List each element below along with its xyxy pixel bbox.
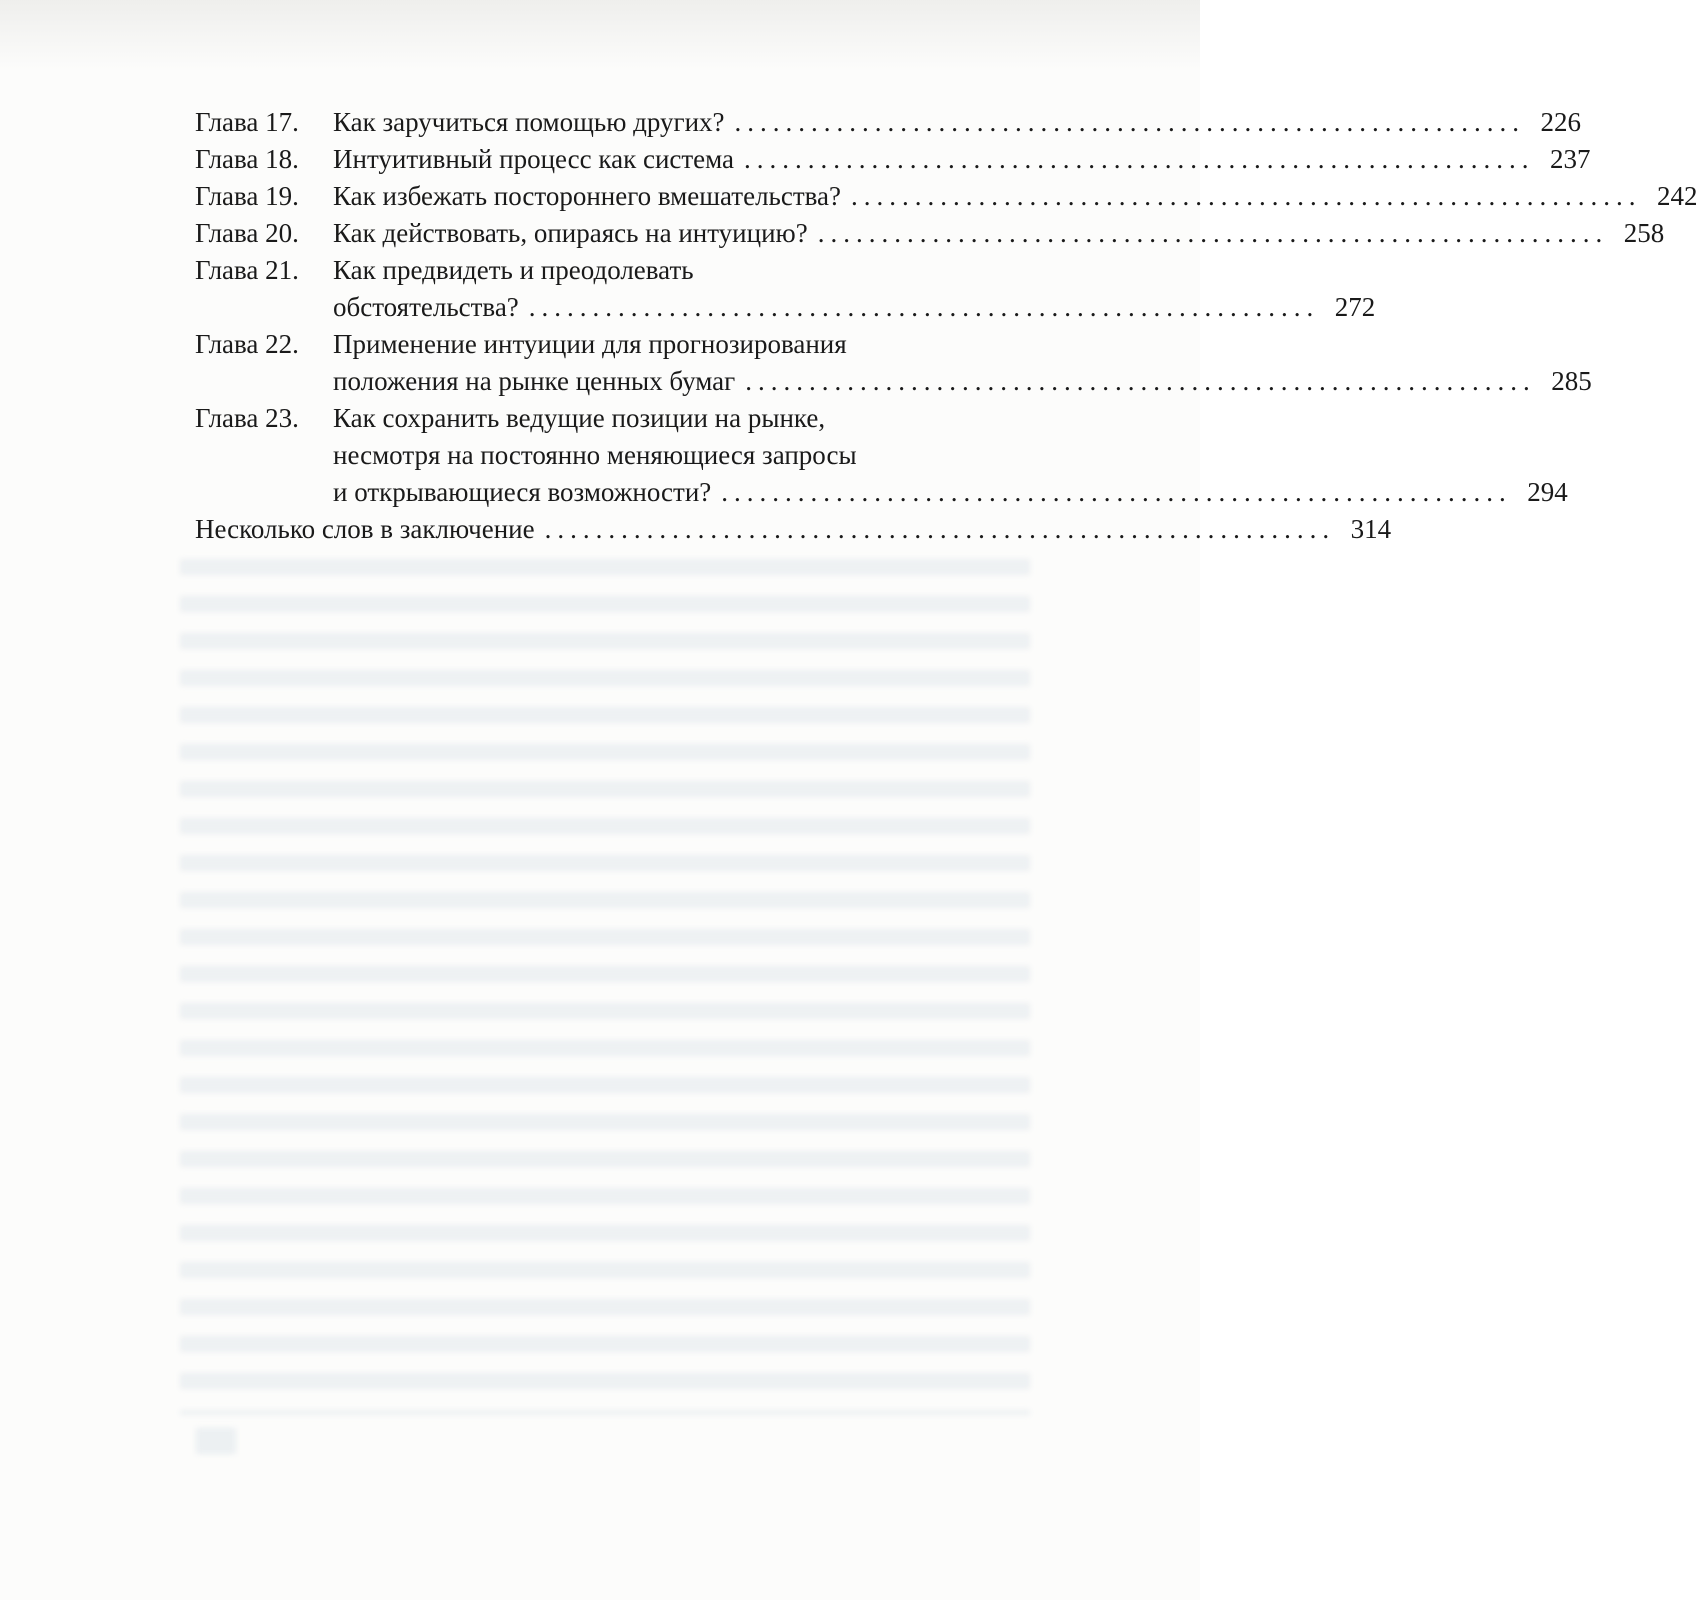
- page-number: 226: [1540, 107, 1582, 137]
- chapter-number: Глава 20.: [195, 218, 299, 248]
- chapter-title: Интуитивный процесс как система: [333, 144, 735, 174]
- page-number: 285: [1551, 366, 1592, 396]
- chapter-number: Глава 22.: [195, 329, 299, 359]
- chapter-number: Глава 17.: [195, 107, 299, 137]
- toc-entry-chapter-22[interactable]: [195, 326, 1592, 400]
- dot-leader: ..............................................................: [817, 218, 1609, 248]
- page-number: 272: [1334, 292, 1376, 322]
- toc-entry-chapter-18[interactable]: [195, 141, 1591, 178]
- chapter-number: Глава 21.: [195, 255, 299, 285]
- chapter-title: обстоятельства?: [333, 292, 519, 322]
- chapter-title: Как действовать, опираясь на интуицию?: [333, 218, 808, 248]
- page-number: 294: [1527, 477, 1568, 507]
- page-edge-shadow: [0, 0, 1200, 70]
- reverse-side-show-through: [180, 545, 1030, 1415]
- page-number: 242: [1657, 181, 1698, 211]
- dot-leader: ..............................................................: [544, 514, 1336, 544]
- chapter-title: Как избежать постороннего вмешательства?: [333, 181, 842, 211]
- dot-leader: ..............................................................: [745, 366, 1536, 396]
- toc-entry-chapter-21[interactable]: [195, 252, 1376, 326]
- dot-leader: ..............................................................: [721, 477, 1512, 507]
- chapter-title: Как заручиться помощью других?: [333, 107, 725, 137]
- dot-leader: ..............................................................: [734, 107, 1526, 137]
- toc-entry-chapter-20[interactable]: [195, 215, 1665, 252]
- dot-leader: ..............................................................: [744, 144, 1535, 174]
- chapter-title-line: Как предвидеть и преодолевать: [333, 255, 694, 285]
- chapter-number: Глава 19.: [195, 181, 299, 211]
- chapter-title-line: Применение интуиции для прогнозирования: [333, 329, 847, 359]
- chapter-title: и открывающиеся возможности?: [333, 477, 712, 507]
- chapter-title: положения на рынке ценных бумаг: [333, 366, 736, 396]
- table-of-contents: [195, 104, 1698, 548]
- dot-leader: ..............................................................: [851, 181, 1642, 211]
- conclusion-title: Несколько слов в заключение: [195, 514, 535, 544]
- page-number: 314: [1350, 514, 1392, 544]
- chapter-title-line: Как сохранить ведущие позиции на рынке,: [333, 403, 826, 433]
- page-number: 258: [1623, 218, 1665, 248]
- chapter-number: Глава 18.: [195, 144, 299, 174]
- dot-leader: ..............................................................: [528, 292, 1320, 322]
- toc-entry-conclusion[interactable]: [195, 511, 1392, 548]
- toc-entry-chapter-17[interactable]: [195, 104, 1582, 141]
- toc-entry-chapter-23[interactable]: [195, 400, 1568, 511]
- reverse-side-page-number: [196, 1428, 236, 1454]
- chapter-title-line: несмотря на постоянно меняющиеся запросы: [333, 440, 857, 470]
- toc-entry-chapter-19[interactable]: [195, 178, 1698, 215]
- chapter-number: Глава 23.: [195, 403, 299, 433]
- page-number: 237: [1550, 144, 1591, 174]
